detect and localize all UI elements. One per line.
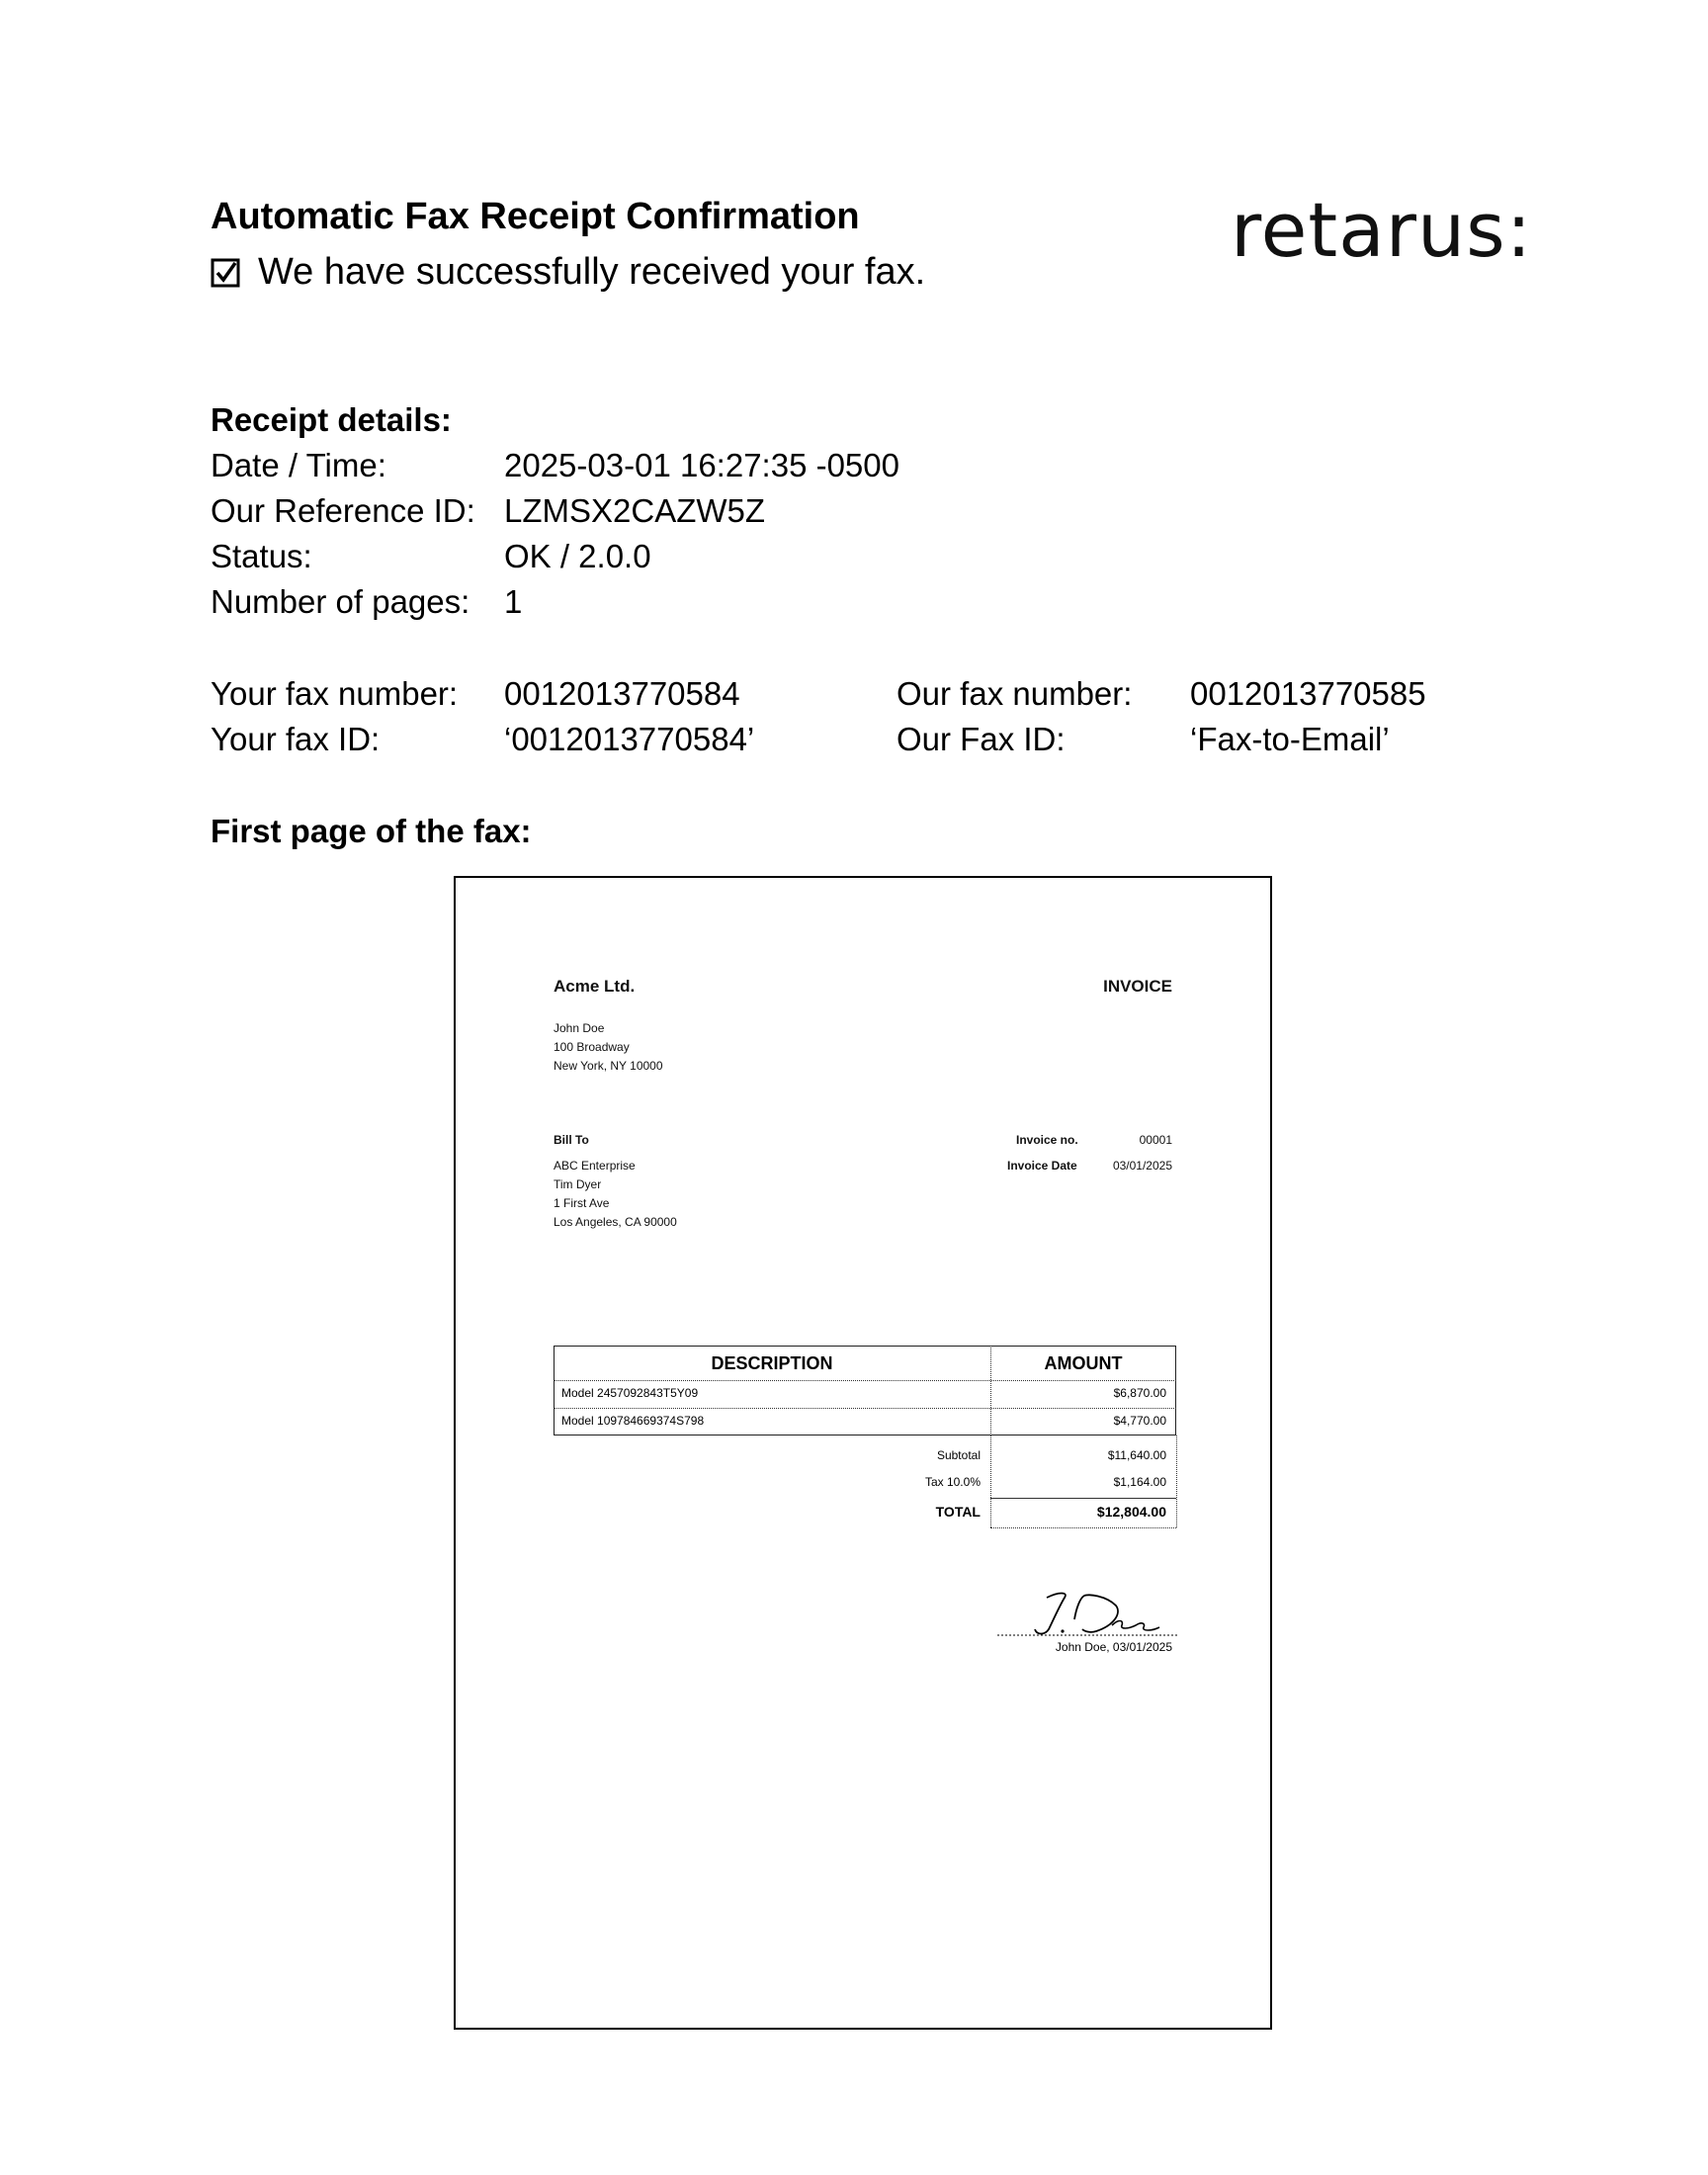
your-fax-id-row	[211, 721, 754, 758]
your-fax-number-value: 0012013770584	[504, 675, 740, 712]
tax-value: $1,164.00	[1113, 1475, 1166, 1489]
reference-id-row	[211, 492, 765, 530]
our-fax-id-label: Our Fax ID:	[897, 721, 1066, 757]
invoice-no-label: Invoice no.	[1016, 1133, 1078, 1147]
total-value: $12,804.00	[1096, 1504, 1166, 1520]
bill-to-line: ABC Enterprise	[554, 1159, 636, 1173]
bill-to-address	[554, 1157, 677, 1232]
status-value: OK / 2.0.0	[504, 538, 651, 574]
invoice-date-value: 03/01/2025	[1112, 1159, 1172, 1173]
confirmation-message	[211, 251, 925, 294]
confirmation-text: We have successfully received your fax.	[258, 251, 926, 293]
your-fax-number-row	[211, 675, 740, 713]
col-description-header: DESCRIPTION	[711, 1353, 833, 1373]
reference-id-label: Our Reference ID:	[211, 492, 475, 529]
item-amount: $4,770.00	[1113, 1414, 1166, 1428]
invoice-no-value: 00001	[1139, 1133, 1172, 1147]
our-fax-number-label: Our fax number:	[897, 675, 1133, 712]
subtotal-label: Subtotal	[936, 1448, 981, 1462]
date-time-value: 2025-03-01 16:27:35 -0500	[504, 447, 899, 483]
subtotal-value: $11,640.00	[1107, 1448, 1166, 1462]
invoice-title: INVOICE	[1103, 977, 1172, 996]
invoice-from-address	[554, 1019, 663, 1076]
reference-id-value: LZMSX2CAZW5Z	[504, 492, 766, 529]
page-title: Automatic Fax Receipt Confirmation	[211, 196, 860, 237]
bill-to-line: Tim Dyer	[554, 1177, 602, 1191]
checkbox-checked-icon	[211, 258, 240, 288]
pages-row	[211, 583, 522, 621]
status-row	[211, 538, 651, 575]
signature-image	[997, 1590, 1177, 1643]
retarus-logo: retarus:	[1231, 186, 1533, 274]
pages-label: Number of pages:	[211, 583, 470, 620]
date-time-label: Date / Time:	[211, 447, 386, 483]
our-fax-number-row	[897, 675, 1426, 713]
your-fax-number-label: Your fax number:	[211, 675, 459, 712]
col-amount-header: AMOUNT	[1044, 1353, 1123, 1373]
your-fax-id-label: Your fax ID:	[211, 721, 381, 757]
item-amount: $6,870.00	[1113, 1386, 1166, 1400]
from-line: 100 Broadway	[554, 1040, 630, 1054]
status-label: Status:	[211, 538, 312, 574]
bill-to-label: Bill To	[554, 1133, 589, 1147]
signature-caption: John Doe, 03/01/2025	[1055, 1640, 1172, 1654]
pages-value: 1	[504, 583, 523, 620]
invoice-company: Acme Ltd.	[554, 977, 636, 996]
our-fax-number-value: 0012013770585	[1190, 675, 1426, 712]
item-description: Model 109784669374S798	[561, 1414, 705, 1428]
fax-page-preview	[454, 876, 1272, 2030]
first-page-heading: First page of the fax:	[211, 813, 532, 849]
invoice-date-label: Invoice Date	[1007, 1159, 1077, 1173]
our-fax-id-row	[897, 721, 1390, 758]
total-label: TOTAL	[935, 1504, 981, 1520]
from-line: John Doe	[554, 1021, 605, 1035]
date-time-row	[211, 447, 899, 484]
bill-to-line: 1 First Ave	[554, 1196, 610, 1210]
tax-label: Tax 10.0%	[924, 1475, 981, 1489]
bill-to-line: Los Angeles, CA 90000	[554, 1215, 677, 1229]
your-fax-id-value: ‘0012013770584’	[504, 721, 755, 757]
receipt-details-heading: Receipt details:	[211, 401, 452, 438]
item-description: Model 2457092843T5Y09	[561, 1386, 699, 1400]
our-fax-id-value: ‘Fax-to-Email’	[1190, 721, 1390, 757]
from-line: New York, NY 10000	[554, 1059, 663, 1073]
